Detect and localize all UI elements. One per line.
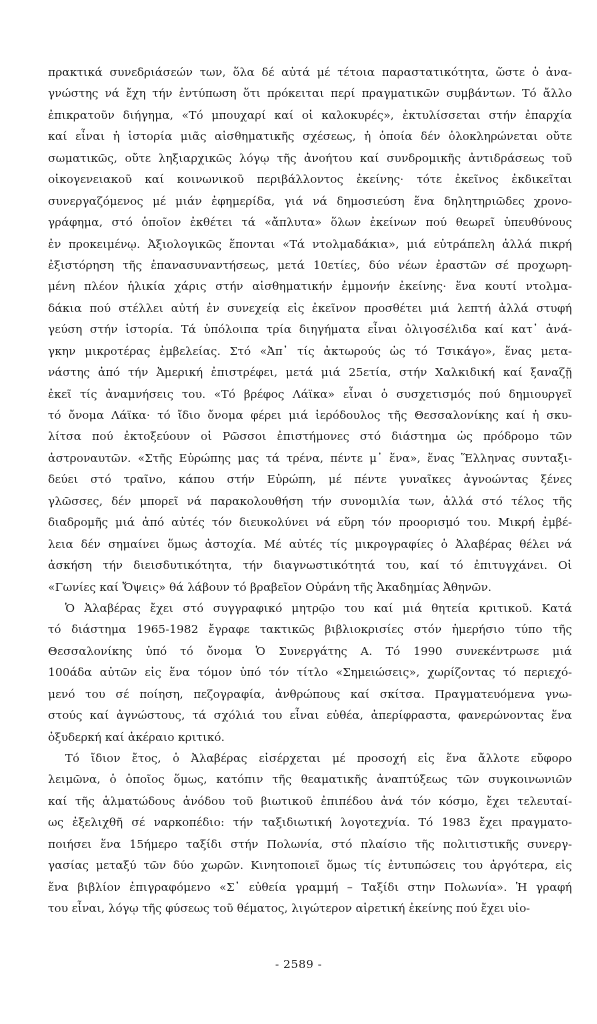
text-line: ἀστροναυτῶν. «Στῆς Εὐρώπης μας τά τρένα, πέντε μ᾽ ἕνα», ἕνας Ἕλληνας συνταξι- [48,450,572,465]
text-line: στούς καί ἀγνώστους, τά σχόλιά του εἶναι εὐθέα, ἀπερίφραστα, φανερώνοντας ἕνα [48,708,572,723]
text-line: τό ὄνομα Λάϊκα· τό ἴδιο ὄνομα φέρει μιά ἱερόδουλος τῆς Θεσσαλονίκης καί ἡ σκυ- [48,408,572,422]
text-line: γεύση στήν ἱστορία. Τά ὑπόλοιπα τρία διηγήματα εἶναι ὀλιγοσέλιδα καί κατ᾽ ἀνά- [48,322,572,337]
text-line: ἐκεῖ τίς ἀναμνήσεις του. «Τό βρέφος Λάϊκα» εἶναι ὁ συσχετισμός πού δημιουργεῖ [48,386,572,401]
text-line: 100άδα αὐτῶν εἰς ἕνα τόμον ὑπό τόν τίτλο «Σημειώσεις», χωρίζοντας τό περιεχό- [48,665,572,680]
text-line: καί εἶναι ἡ ἱστορία μιᾶς αἰσθηματικῆς σχέσεως, ἡ ὁποία δέν ὁλοκληρώνεται οὔτε [48,129,572,144]
text-line: διαδρομῆς μιά ἀπό αὐτές τόν διευκολύνει νά εὕρη τόν προορισμό του. Μικρή ἐμβέ- [48,515,572,530]
text-line: Τό ἴδιον ἔτος, ὁ Ἀλαβέρας εἰσέρχεται μέ προσοχή εἰς ἕνα ἄλλοτε εὔφορο [65,751,572,765]
page-body [48,62,572,920]
text-line: γκην μικροτέρας ἐμβελείας. Στό «Ἀπ᾽ τίς ἀκτωρούς ὡς τό Τσικάγο», ἕνας μετα- [48,343,572,358]
text-line: ἐξιστόρηση τῆς ἐπανασυναντήσεως, μετά 10ετίες, δύο νέων ἐραστῶν σέ προχωρη- [48,257,572,272]
page-number: - 2589 - [275,957,322,971]
text-line: δάκια πού στέλλει αὐτή ἐν συνεχείᾳ εἰς ἐκεῖνον προσθέτει μιά λεπτή ἀλλά στυφή [48,300,572,315]
text-line: δεύει στό τραῖνο, κάπου στήν Εὐρώπη, μέ πέντε γυναῖκες ἀγνοώντας ξένες [48,472,572,487]
text-line: γράφημα, στό ὁποῖον ἐκθέτει τά «ἄπλυτα» ὅλων ἐκείνων πού θεωρεῖ ὑπευθύνους [48,215,572,230]
text-line: ἕνα βιβλίον ἐπιγραφόμενο «Σ᾽ εὐθεία γραμμή – Ταξίδι στην Πολωνία». Ἡ γραφή [48,879,572,894]
text-line: «Γωνίες καί Ὄψεις» θά λάβουν τό βραβεῖον Οὐράνη τῆς Ἀκαδημίας Ἀθηνῶν. [48,579,492,594]
text-line: ως ἐξελιχθῆ σέ ναρκοπέδιο: τήν ταξιδιωτική λογοτεχνία. Τό 1983 ἔχει πραγματο- [48,815,572,830]
text-line: ὀξυδερκή καί ἀκέραιο κριτικό. [48,729,225,744]
text-line: μένη πλέον ἡλικία χάρις στήν αἰσθηματικήν ἐμμονήν ἐκείνης· ἕνα κουτί ντολμα- [48,279,572,294]
text-line: σωματικῶς, οὔτε ληξιαρχικῶς λόγῳ τῆς ἀνοήτου καί συνδρομικῆς ἀντιδράσεως τοῦ [48,150,572,165]
text-line: πρακτικά συνεδριάσεών των, ὅλα δέ αὐτά μέ τέτοια παραστατικότητα, ὥστε ὁ ἀνα- [48,65,572,79]
paragraph [48,598,572,748]
text-line: Θεσσαλονίκης ὑπό τό ὄνομα Ὁ Συνεργάτης Α. Τό 1990 συνεκέντρωσε μιά [48,643,572,658]
text-line: νάστης ἀπό τήν Ἀμερική ἐπιστρέφει, μετά μιά 25ετία, στήν Χαλκιδική καί ξαναζῇ [48,365,572,380]
text-line: λίτσα πού ἐκτοξεύουν οἱ Ρῶσσοι ἐπιστήμονες στό διάστημα ὡς πρόδρομο τῶν [48,429,572,444]
text-line: ποιήσει ἕνα 15ήμερο ταξίδι στήν Πολωνία, στό πλαίσιο τῆς πολιτιστικῆς συνεργ- [48,836,572,851]
text-line: λειμῶνα, ὁ ὁποῖος ὅμως, κατόπιν τῆς θεαματικῆς ἀναπτύξεως τῶν συγκοινωνιῶν [48,772,572,787]
text-line: μενό του σέ ποίηση, πεζογραφία, ἀνθρώπους καί σκίτσα. Πραγματευόμενα γνω- [48,686,572,701]
text-line: του εἶναι, λόγῳ τῆς φύσεως τοῦ θέματος, λιγώτερον αἱρετική ἐκείνης πού ἔχει υἱο- [48,901,531,916]
text-line: ἐπικρατοῦν διήγημα, «Τό μπουχαρί καί οἱ καλοκυρές», ἐκτυλίσσεται στήν ἐπαρχία [48,107,572,122]
paragraph [48,62,572,598]
text-line: λεια δέν σημαίνει ὅμως ἀστοχία. Μέ αὐτές τίς μικρογραφίες ὁ Ἀλαβέρας θέλει νά [48,536,572,551]
text-line: ἀσκήση τήν διεισδυτικότητα, τήν διαγνωστικότητά του, καί τό ἐπιτυγχάνει. Οἱ [48,558,572,573]
text-line: οἰκογενειακοῦ καί κοινωνικοῦ περιβάλλοντος ἐκείνης· τότε ἐκεῖνος ἐκδικεῖται [48,172,572,187]
text-line: καί τῆς ἁλματώδους ἀνόδου τοῦ βιωτικοῦ ἐπιπέδου ἀνά τόν κόσμο, ἔχει τελευταί- [48,793,572,808]
text-line: γασίας μεταξύ τῶν δύο χωρῶν. Κινητοποιεῖ ὅμως τίς ἐντυπώσεις του ἀργότερα, εἰς [48,858,572,873]
text-line: συνεργαζόμενος μέ μιάν ἐφημερίδα, γιά νά δημοσιεύση ἕνα δηλητηριῶδες χρονο- [48,193,572,208]
text-line: ἐν προκειμένῳ. Ἀξιολογικῶς ἕπονται «Τά ντολμαδάκια», μιά εὐτράπελη ἀλλά πικρή [48,236,572,251]
paragraph [48,748,572,920]
text-line: Ὁ Ἀλαβέρας ἔχει στό συγγραφικό μητρῷο του καί μιά θητεία κριτικοῦ. Κατά [65,600,572,615]
text-line: γνώστης νά ἔχη τήν ἐντύπωση ὅτι πρόκειται περί πραγματικῶν συμβάντων. Τό ἄλλο [48,86,572,101]
text-line: τό διάστημα 1965-1982 ἔγραφε τακτικῶς βιβλιοκρισίες στόν ἡμερήσιο τύπο τῆς [48,622,572,637]
text-line: γλῶσσες, δέν μπορεῖ νά παρακολουθήση τήν συνομιλία των, ἀλλά στό τέλος τῆς [48,493,572,508]
